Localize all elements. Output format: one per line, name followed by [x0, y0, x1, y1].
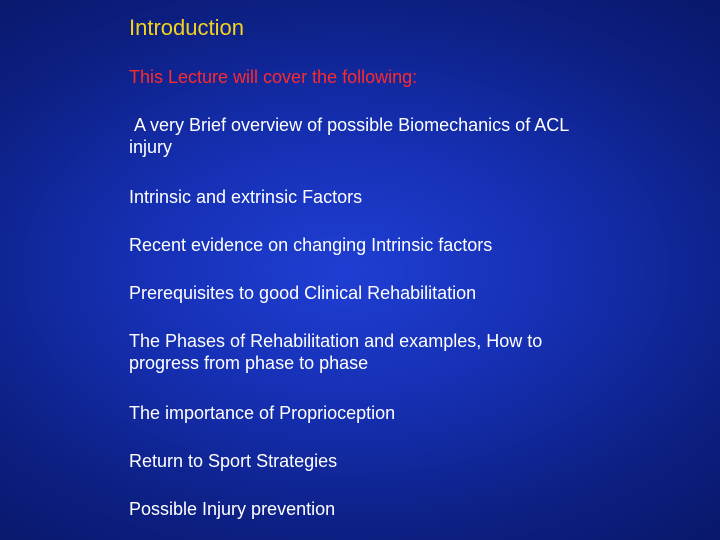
- list-item-phases: The Phases of Rehabilitation and examples, How to progress from phase to phase: [129, 331, 543, 373]
- list-item-injury-prevention: Possible Injury prevention: [129, 499, 336, 519]
- list-item-return-to-sport: Return to Sport Strategies: [129, 451, 338, 471]
- list-item-factors: Intrinsic and extrinsic Factors: [129, 187, 363, 207]
- list-item-recent-evidence: Recent evidence on changing Intrinsic factors: [129, 235, 493, 255]
- list-item-prerequisites: Prerequisites to good Clinical Rehabilitation: [129, 283, 477, 303]
- list-item-proprioception: The importance of Proprioception: [129, 403, 396, 423]
- slide-title: Introduction: [129, 15, 244, 40]
- list-item-biomechanics: A very Brief overview of possible Biomechanics of ACL injury: [129, 115, 574, 157]
- slide-subtitle: This Lecture will cover the following:: [129, 67, 418, 87]
